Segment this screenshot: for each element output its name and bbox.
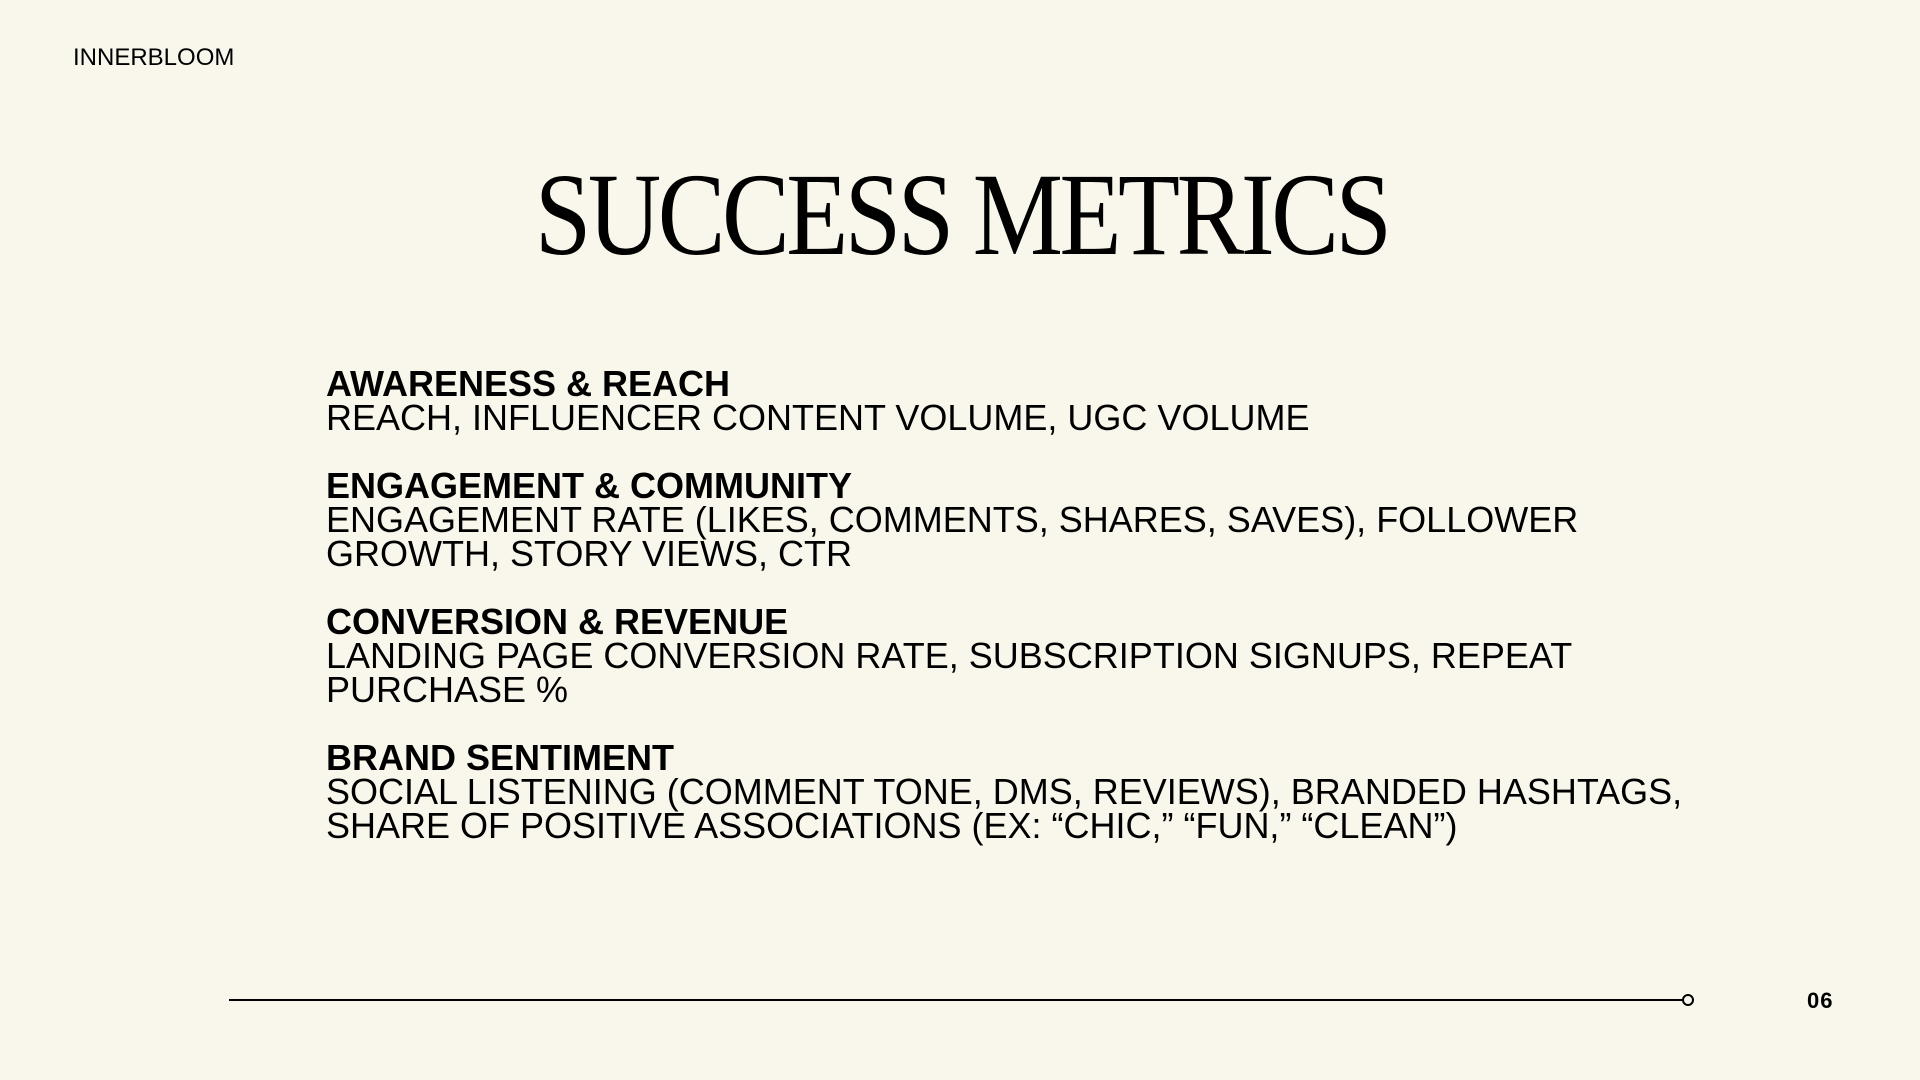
metric-description: SOCIAL LISTENING (COMMENT TONE, DMS, REVIEWS), BRANDED HASHTAGS, SHARE OF POSITIVE ASSOCIATIONS (EX: “CHIC,” “FUN,” “CLEAN”) [326, 771, 1683, 846]
metric-description: ENGAGEMENT RATE (LIKES, COMMENTS, SHARES, SAVES), FOLLOWER GROWTH, STORY VIEWS, CTR [326, 499, 1579, 574]
metric-description: LANDING PAGE CONVERSION RATE, SUBSCRIPTION SIGNUPS, REPEAT PURCHASE % [326, 635, 1572, 710]
metric-heading: AWARENESS & REACH [326, 363, 731, 404]
divider-end-dot [1682, 994, 1694, 1006]
metric-heading: CONVERSION & REVENUE [326, 601, 789, 642]
metric-heading: BRAND SENTIMENT [326, 737, 674, 778]
metric-heading: ENGAGEMENT & COMMUNITY [326, 465, 852, 506]
footer-divider [229, 999, 1683, 1001]
metric-engagement [326, 465, 1726, 574]
metric-awareness [326, 363, 1726, 438]
page-number: 06 [1807, 988, 1834, 1013]
metric-sentiment [326, 737, 1726, 846]
page-title: SUCCESS METRICS [534, 149, 1389, 280]
metric-conversion [326, 601, 1726, 710]
metrics-list [326, 363, 1726, 877]
metric-description: REACH, INFLUENCER CONTENT VOLUME, UGC VOLUME [326, 397, 1310, 438]
brand-name: INNERBLOOM [73, 44, 235, 71]
